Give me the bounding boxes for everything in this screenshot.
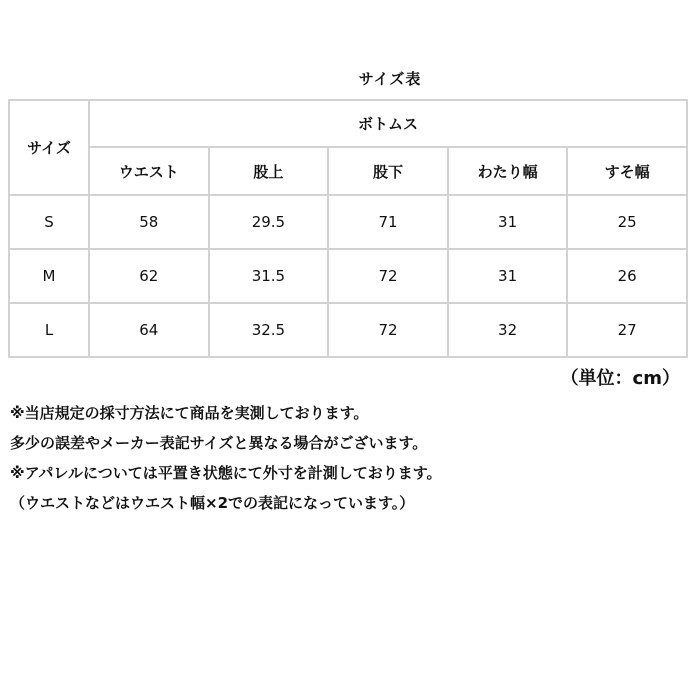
notes <box>10 398 690 518</box>
table-row <box>9 195 687 249</box>
size-label: S <box>9 195 89 249</box>
note-line: 多少の誤差やメーカー表記サイズと異なる場合がございます。 <box>10 434 428 452</box>
table-cell: 32 <box>448 303 568 357</box>
table-header-row <box>9 100 687 147</box>
group-header: ボトムス <box>89 100 687 147</box>
unit-label: （単位：cm） <box>560 368 680 389</box>
note-line: ※アパレルについては平置き状態にて外寸を計測しております。 <box>10 464 442 482</box>
table-cell: 31 <box>448 249 568 303</box>
size-label: L <box>9 303 89 357</box>
size-label: M <box>9 249 89 303</box>
table-cell: 29.5 <box>209 195 329 249</box>
column-header-rise: 股上 <box>209 147 329 195</box>
table-cell: 58 <box>89 195 209 249</box>
column-header-row <box>9 147 687 195</box>
table-row <box>9 303 687 357</box>
column-header-thigh: わたり幅 <box>448 147 568 195</box>
table-cell: 26 <box>567 249 687 303</box>
column-header-waist: ウエスト <box>89 147 209 195</box>
table-cell: 31.5 <box>209 249 329 303</box>
table-cell: 64 <box>89 303 209 357</box>
note-line: （ウエストなどはウエスト幅×2での表記になっています。） <box>10 494 415 512</box>
table-cell: 71 <box>328 195 448 249</box>
size-header: サイズ <box>9 100 89 195</box>
table-cell: 72 <box>328 303 448 357</box>
page-title: サイズ表 <box>358 70 422 88</box>
table-cell: 31 <box>448 195 568 249</box>
table-cell: 72 <box>328 249 448 303</box>
table-row <box>9 249 687 303</box>
size-table <box>8 99 688 358</box>
table-cell: 62 <box>89 249 209 303</box>
table-cell: 27 <box>567 303 687 357</box>
note-line: ※当店規定の採寸方法にて商品を実測しております。 <box>10 404 369 422</box>
column-header-inseam: 股下 <box>328 147 448 195</box>
column-header-hem: すそ幅 <box>567 147 687 195</box>
table-cell: 25 <box>567 195 687 249</box>
table-cell: 32.5 <box>209 303 329 357</box>
